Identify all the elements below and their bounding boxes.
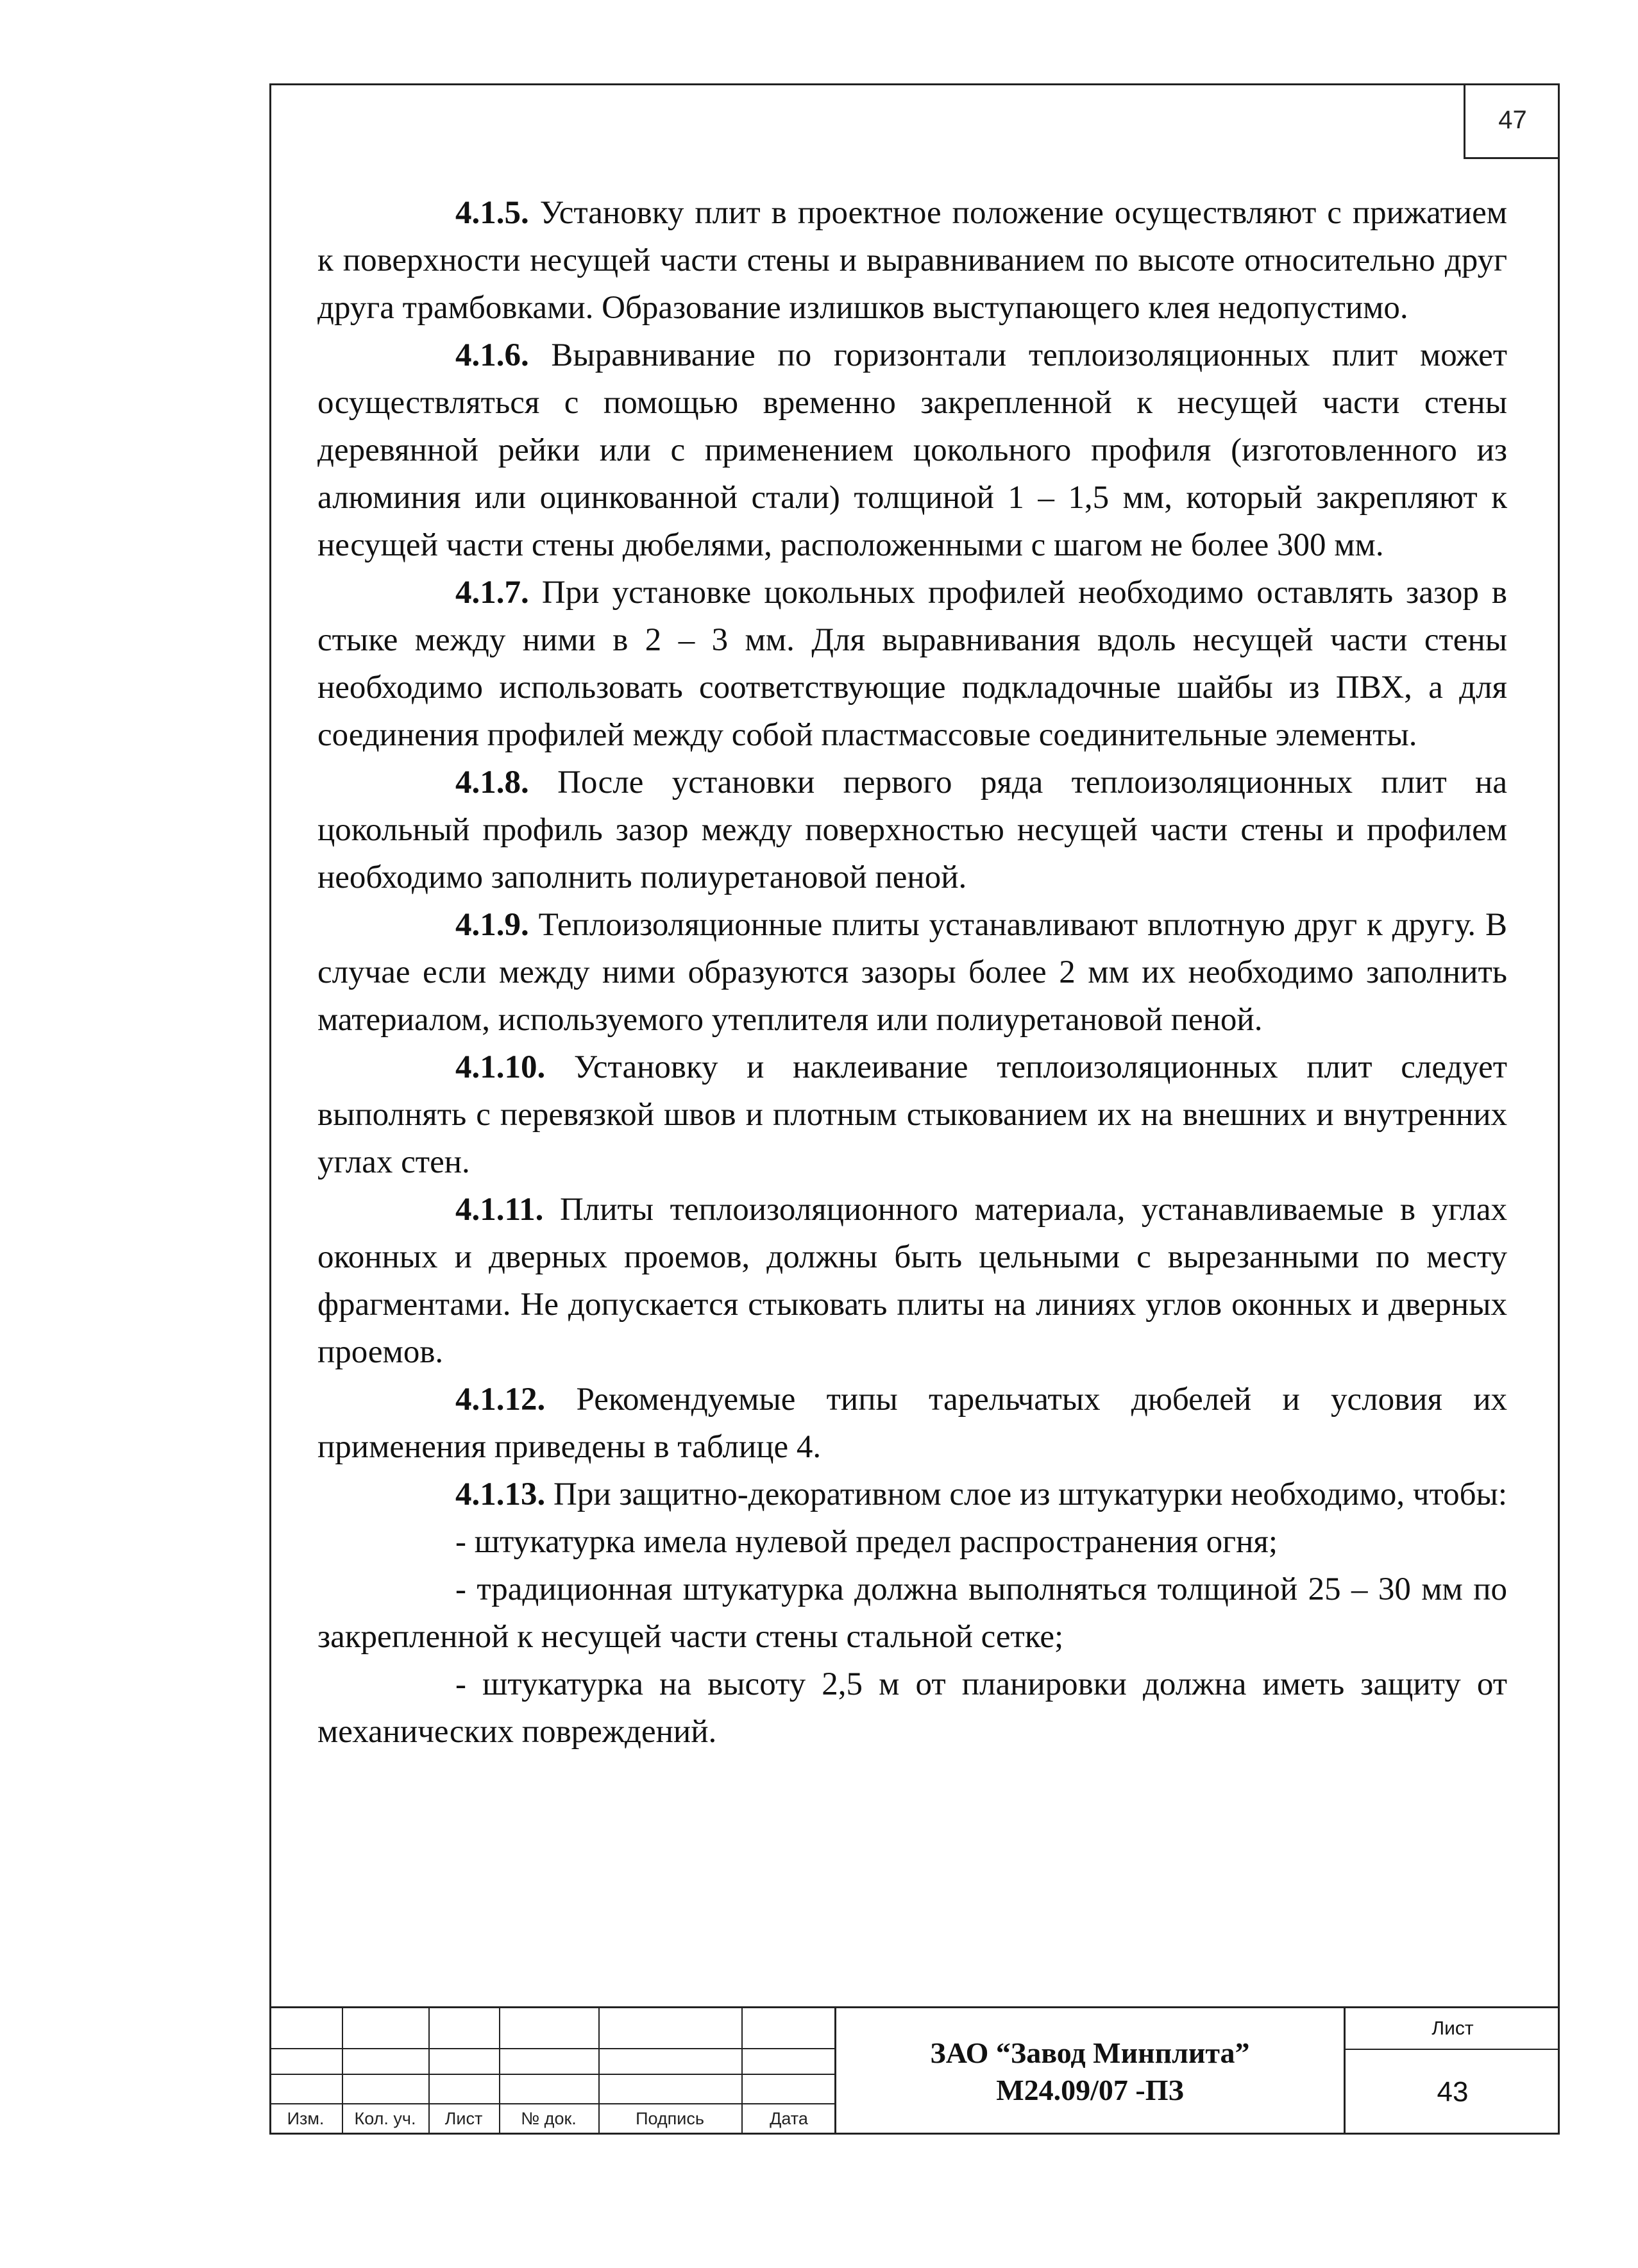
paragraph-4-1-12: 4.1.12. Рекомендуемые типы тарельчатых дюбелей и условия их применения приведены в таблице 4. — [317, 1382, 1507, 1465]
column-izm: Изм. — [287, 2108, 325, 2128]
paragraph-4-1-5: 4.1.5. Установку плит в проектное положение осуществляют с прижатием к поверхности несущей части стены и выравниванием по высоте относительно друг друга трамбовками. Образование излишков выступающего клея недопустимо. — [317, 195, 1507, 326]
title-block-stamp — [269, 2006, 1560, 2135]
organization-name: ЗАО “Завод Минплита” — [930, 2036, 1250, 2069]
bullet-item: - традиционная штукатурка должна выполняться толщиной 25 – 30 мм по закрепленной к несущей части стены стальной сетке; — [317, 1571, 1507, 1655]
paragraph-4-1-7: 4.1.7. При установке цокольных профилей необходимо оставлять зазор в стыке между ними в 2 – 3 мм. Для выравнивания вдоль несущей части стены необходимо использовать соответствующие подкладочные шайбы из ПВХ, а для соединения профилей между собой пластмассовые соединительные элементы. — [317, 575, 1507, 753]
paragraph-4-1-10: 4.1.10. Установку и наклеивание теплоизоляционных плит следует выполнять с перевязкой швов и плотным стыкованием их на внешних и внутренних углах стен. — [317, 1049, 1507, 1180]
document-code: М24.09/07 -ПЗ — [996, 2073, 1184, 2106]
paragraph-4-1-8: 4.1.8. После установки первого ряда теплоизоляционных плит на цокольный профиль зазор между поверхностью несущей части стены и профилем необходимо заполнить полиуретановой пеной. — [317, 765, 1507, 895]
column-list: Лист — [444, 2108, 483, 2128]
bullet-item: - штукатурка имела нулевой предел распространения огня; — [455, 1524, 1278, 1560]
column-kol-uch: Кол. уч. — [354, 2108, 416, 2128]
column-signature: Подпись — [636, 2108, 704, 2128]
bullet-item: - штукатурка на высоту 2,5 м от планировки должна иметь защиту от механических повреждений. — [317, 1666, 1507, 1750]
document-body — [317, 189, 1507, 1756]
paragraph-4-1-11: 4.1.11. Плиты теплоизоляционного материала, устанавливаемые в углах оконных и дверных проемов, должны быть цельными с вырезанными по месту фрагментами. Не допускается стыковать плиты на линиях углов оконных и дверных проемов. — [317, 1192, 1507, 1370]
sheet-label: Лист — [1346, 2008, 1560, 2050]
column-doc-number: № док. — [521, 2108, 577, 2128]
paragraph-4-1-13: 4.1.13. При защитно-декоративном слое из штукатурки необходимо, чтобы: — [455, 1477, 1507, 1512]
sheet-number: 43 — [1437, 2076, 1469, 2108]
page-number-top: 47 — [1464, 83, 1560, 159]
revision-grid — [269, 2008, 836, 2135]
column-date: Дата — [770, 2108, 808, 2128]
paragraph-4-1-6: 4.1.6. Выравнивание по горизонтали теплоизоляционных плит может осуществляться с помощью временно закрепленной к несущей части стены деревянной рейки или с применением цокольного профиля (изготовленного из алюминия или оцинкованной стали) толщиной 1 – 1,5 мм, который закрепляют к несущей части стены дюбелями, расположенными с шагом не более 300 мм. — [317, 337, 1507, 563]
organization-title — [836, 2008, 1346, 2135]
paragraph-4-1-9: 4.1.9. Теплоизоляционные плиты устанавливают вплотную друг к другу. В случае если между ними образуются зазоры более 2 мм их необходимо заполнить материалом, используемого утеплителя или полиуретановой пеной. — [317, 907, 1507, 1038]
